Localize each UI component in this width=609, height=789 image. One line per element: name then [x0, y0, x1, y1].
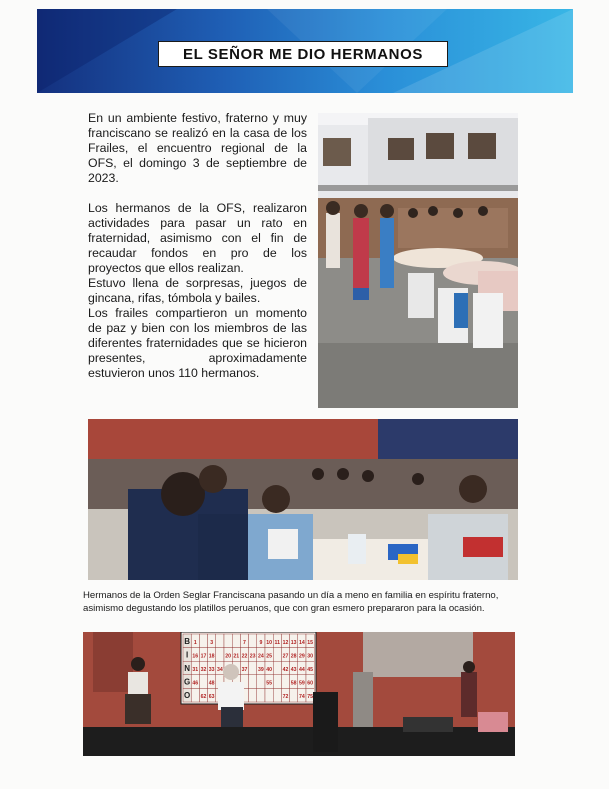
bingo-number: 55: [266, 680, 272, 687]
bingo-cell: [191, 688, 199, 702]
bingo-number: 34: [217, 666, 223, 673]
bingo-cell: [281, 675, 289, 689]
bingo-number: O: [183, 691, 191, 701]
photo-bingo-stage: [83, 632, 515, 756]
bingo-number: 43: [290, 666, 297, 673]
bingo-cell: [249, 634, 257, 648]
page-title: EL SEÑOR ME DIO HERMANOS: [158, 41, 448, 67]
paragraph-friars: Los frailes compartieron un momento de paz y bien con los miembros de las diferentes fraternidades que se hicieron presentes, aproximadamente estuvieron unos 110 hermanos.: [88, 306, 307, 380]
bingo-number: 33: [208, 666, 215, 673]
bingo-number: 45: [307, 666, 313, 673]
bingo-number: 17: [200, 653, 207, 660]
bingo-number: 9: [259, 639, 263, 646]
bingo-number: 15: [307, 639, 313, 646]
bingo-cell: [216, 648, 224, 662]
bingo-number: 28: [290, 653, 297, 660]
bingo-number: 37: [241, 666, 248, 673]
bingo-number: 21: [233, 653, 240, 660]
banner-facet: [37, 9, 177, 93]
bingo-number: 31: [192, 666, 199, 673]
photo-caption: Hermanos de la Orden Seglar Franciscana pasando un día a meno en familia en espíritu fraterno, asimismo degustando los platillos peruanos, que con gran esmero prepararon para la ocasión.: [83, 590, 499, 614]
bingo-number: 1: [193, 639, 197, 646]
bingo-number: 23: [249, 653, 256, 660]
bingo-number: 40: [266, 666, 272, 673]
bingo-number: I: [185, 650, 189, 660]
bingo-number: 12: [282, 639, 289, 646]
photo-dining-tables: [88, 419, 518, 580]
bingo-cell: [224, 634, 232, 648]
photo-courtyard-gathering: [318, 113, 518, 408]
paragraph-activities: Los hermanos de la OFS, realizaron actividades para pasar un rato en fraternidad, asimismo con el fin de recaudar fondos en pro de los proyectos que ellos realizan.: [88, 201, 307, 275]
paragraph-intro: En un ambiente festivo, fraterno y muy franciscano se realizó en la casa de los Frailes, el encuentro regional de la OFS, el domingo 3 de septiembre de 2023.: [88, 111, 307, 185]
bingo-number: 60: [307, 680, 313, 687]
bingo-number: 7: [243, 639, 246, 646]
bingo-number: 48: [208, 680, 215, 687]
bingo-number: 16: [192, 653, 199, 660]
bingo-number: 62: [200, 694, 207, 701]
paragraph-surprises: Estuvo llena de sorpresas, juegos de gincana, rifas, tómbola y bailes.: [88, 276, 307, 305]
article-body: [88, 111, 307, 381]
bingo-cell: [216, 634, 224, 648]
bingo-cell: [273, 688, 281, 702]
bingo-number: 44: [299, 666, 305, 673]
bingo-number: 58: [290, 680, 297, 687]
bingo-number: 22: [241, 653, 248, 660]
bingo-cell: [199, 675, 207, 689]
bingo-number: 72: [282, 694, 289, 701]
bingo-cell: [273, 661, 281, 675]
bingo-number: 18: [208, 653, 215, 660]
bingo-number: 63: [208, 694, 215, 701]
bingo-number: 20: [225, 653, 231, 660]
bingo-cell: [257, 675, 265, 689]
bingo-number: 32: [200, 666, 207, 673]
bingo-number: 25: [266, 653, 272, 660]
bingo-number: 3: [210, 639, 214, 646]
bingo-number: 46: [192, 680, 199, 687]
bingo-number: N: [184, 663, 190, 673]
bingo-number: 27: [282, 653, 289, 660]
bingo-cell: [257, 688, 265, 702]
bingo-cell: [249, 675, 257, 689]
bingo-cell: [273, 648, 281, 662]
bingo-cell: [232, 634, 240, 648]
bingo-number: 39: [258, 666, 264, 673]
bingo-cell: [273, 675, 281, 689]
bingo-number: 29: [299, 653, 305, 660]
bingo-cell: [290, 688, 298, 702]
bingo-number: 59: [299, 680, 305, 687]
bingo-number: 11: [274, 639, 281, 646]
bingo-cell: [249, 661, 257, 675]
bingo-number: B: [184, 636, 190, 646]
bingo-number: 74: [299, 694, 305, 701]
bingo-number: 14: [299, 639, 305, 646]
bingo-number: 75: [307, 694, 313, 701]
bingo-number: 42: [282, 666, 289, 673]
bingo-number: 13: [290, 639, 297, 646]
bingo-number: 10: [266, 639, 272, 646]
bingo-number: 24: [258, 653, 264, 660]
bingo-number: 30: [307, 653, 313, 660]
bingo-cell: [265, 688, 273, 702]
bingo-cell: [199, 634, 207, 648]
bingo-cell: [249, 688, 257, 702]
bingo-number: G: [183, 677, 191, 687]
